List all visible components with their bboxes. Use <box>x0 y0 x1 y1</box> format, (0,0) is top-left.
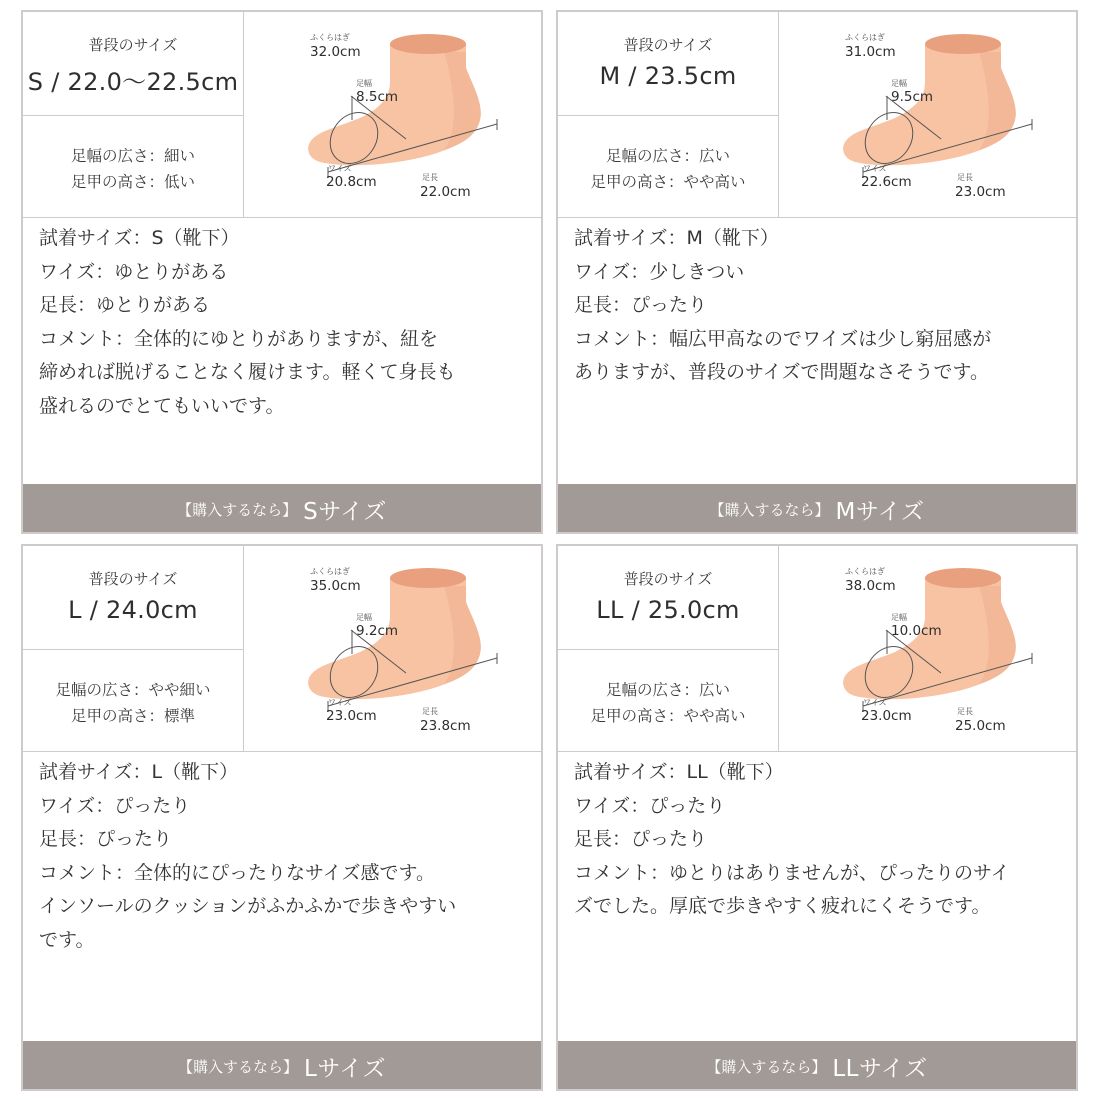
foot-illustration <box>779 546 1076 752</box>
usual-size-value: LL / 25.0cm <box>596 596 740 624</box>
review-text <box>574 756 1064 924</box>
review-line: インソールのクッションがふかふかで歩きやすい <box>39 895 457 918</box>
instep-fit: 足甲の高さ：低い <box>70 173 195 191</box>
calf-opening <box>390 34 466 54</box>
usual-size-label: 普段のサイズ <box>623 570 713 588</box>
recommend-prefix: 【購入するなら】 <box>706 1058 827 1076</box>
fit-cell <box>23 116 244 218</box>
width-label: 足幅 <box>891 79 907 88</box>
review-line: コメント：ゆとりはありませんが、ぴったりのサイ <box>574 861 1010 884</box>
review-line: 試着サイズ：S（靴下） <box>39 227 240 249</box>
recommend-bar <box>23 1041 541 1089</box>
calf-label: ふくらはぎ <box>845 33 885 42</box>
review-card-l <box>21 544 543 1091</box>
recommend-prefix: 【購入するなら】 <box>709 501 830 519</box>
recommend-prefix: 【購入するなら】 <box>177 501 298 519</box>
review-line: 締めれば脱げることなく履けます。軽くて身長も <box>39 361 456 384</box>
review-card-m <box>556 10 1078 534</box>
wise-label: ワイズ <box>863 698 887 707</box>
wise-value: 22.6cm <box>861 174 912 190</box>
recommend-size: LLサイズ <box>832 1056 928 1082</box>
review-line: ズでした。厚底で歩きやすく疲れにくそうです。 <box>574 895 991 918</box>
usual-size-label: 普段のサイズ <box>88 570 178 588</box>
length-label: 足長 <box>422 707 438 716</box>
recommend-bar <box>23 484 541 532</box>
recommend-prefix: 【購入するなら】 <box>178 1058 299 1076</box>
recommend-bar <box>558 1041 1076 1089</box>
instep-fit: 足甲の高さ：やや高い <box>590 707 746 725</box>
instep-fit: 足甲の高さ：標準 <box>70 707 195 725</box>
recommend-size: Mサイズ <box>835 499 925 525</box>
calf-label: ふくらはぎ <box>310 567 350 576</box>
review-line: ワイズ：ゆとりがある <box>39 260 229 283</box>
width-label: 足幅 <box>356 79 372 88</box>
review-line: ありますが、普段のサイズで問題なさそうです。 <box>574 361 989 384</box>
review-line: 足長：ぴったり <box>39 828 173 851</box>
calf-opening <box>925 568 1001 588</box>
card-header <box>23 546 541 752</box>
foot-illustration <box>244 546 541 752</box>
usual-size-cell <box>558 12 779 116</box>
width-value: 10.0cm <box>891 623 942 639</box>
card-header <box>558 546 1076 752</box>
recommend-size: Sサイズ <box>303 499 387 525</box>
width-fit: 足幅の広さ：やや細い <box>55 681 211 699</box>
width-value: 9.5cm <box>891 89 934 105</box>
wise-label: ワイズ <box>328 698 352 707</box>
review-text <box>574 222 1064 390</box>
review-card-ll <box>556 544 1078 1091</box>
wise-value: 23.0cm <box>861 708 912 724</box>
review-line: コメント：全体的にゆとりがありますが、紐を <box>39 327 439 350</box>
length-value: 23.0cm <box>955 184 1006 200</box>
length-label: 足長 <box>957 173 973 182</box>
usual-size-value: L / 24.0cm <box>68 596 198 624</box>
review-line: 足長：ぴったり <box>574 828 708 851</box>
width-value: 9.2cm <box>356 623 399 639</box>
length-value: 22.0cm <box>420 184 471 200</box>
width-label: 足幅 <box>891 613 907 622</box>
card-header <box>558 12 1076 218</box>
review-line: コメント：幅広甲高なのでワイズは少し窮屈感が <box>574 327 992 350</box>
review-line: です。 <box>39 928 95 951</box>
width-fit: 足幅の広さ：広い <box>605 147 730 165</box>
calf-label: ふくらはぎ <box>845 567 885 576</box>
usual-size-cell <box>23 12 244 116</box>
review-line: 足長：ぴったり <box>574 294 708 317</box>
length-label: 足長 <box>957 707 973 716</box>
review-text <box>39 756 529 958</box>
wise-value: 23.0cm <box>326 708 377 724</box>
width-fit: 足幅の広さ：広い <box>605 681 730 699</box>
usual-size-label: 普段のサイズ <box>623 36 713 54</box>
review-line: ワイズ：ぴったり <box>574 794 726 817</box>
card-header <box>23 12 541 218</box>
calf-opening <box>390 568 466 588</box>
calf-value: 32.0cm <box>310 44 361 60</box>
width-value: 8.5cm <box>356 89 399 105</box>
fit-cell <box>23 650 244 752</box>
review-line: 試着サイズ：L（靴下） <box>39 761 239 783</box>
wise-value: 20.8cm <box>326 174 377 190</box>
width-fit: 足幅の広さ：細い <box>70 147 195 165</box>
foot-illustration <box>779 12 1076 218</box>
review-line: ワイズ：少しきつい <box>574 260 745 283</box>
calf-label: ふくらはぎ <box>310 33 350 42</box>
foot-illustration <box>244 12 541 218</box>
usual-size-value: M / 23.5cm <box>599 62 737 90</box>
length-value: 23.8cm <box>420 718 471 734</box>
review-line: 足長：ゆとりがある <box>39 294 211 317</box>
calf-value: 31.0cm <box>845 44 896 60</box>
review-line: 試着サイズ：LL（靴下） <box>574 761 784 783</box>
wise-label: ワイズ <box>863 164 887 173</box>
usual-size-cell <box>23 546 244 650</box>
review-text <box>39 222 529 424</box>
recommend-bar <box>558 484 1076 532</box>
wise-label: ワイズ <box>328 164 352 173</box>
usual-size-value: S / 22.0〜22.5cm <box>27 68 239 96</box>
width-label: 足幅 <box>356 613 372 622</box>
calf-value: 35.0cm <box>310 578 361 594</box>
fit-cell <box>558 116 779 218</box>
length-value: 25.0cm <box>955 718 1006 734</box>
review-line: ワイズ：ぴったり <box>39 794 191 817</box>
review-line: コメント：全体的にぴったりなサイズ感です。 <box>39 861 435 884</box>
length-label: 足長 <box>422 173 438 182</box>
review-card-s <box>21 10 543 534</box>
review-line: 試着サイズ：M（靴下） <box>574 227 779 249</box>
usual-size-cell <box>558 546 779 650</box>
calf-opening <box>925 34 1001 54</box>
usual-size-label: 普段のサイズ <box>88 36 178 54</box>
instep-fit: 足甲の高さ：やや高い <box>590 173 746 191</box>
review-line: 盛れるのでとてもいいです。 <box>39 394 285 417</box>
calf-value: 38.0cm <box>845 578 896 594</box>
recommend-size: Lサイズ <box>304 1056 386 1082</box>
fit-cell <box>558 650 779 752</box>
